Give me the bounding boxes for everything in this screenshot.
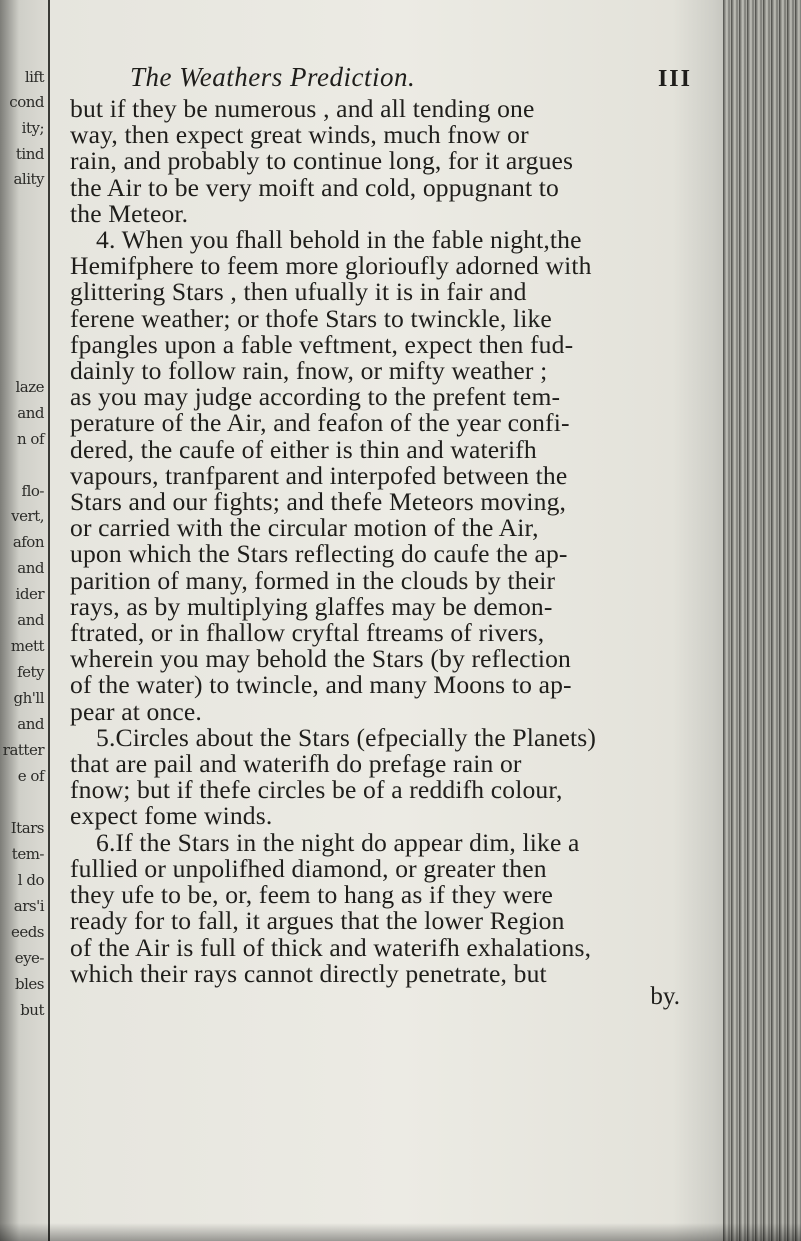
running-head [70,62,710,96]
margin-fragment: and [17,559,44,577]
margin-fragment: gh'll [13,689,44,707]
paragraph-start-line: 4. When you fhall behold in the fable night,the [96,225,582,255]
text-line: fnow; but if thefe circles be of a reddifh colour, [70,775,563,805]
text-line: of the Air is full of thick and waterifh exhalations, [70,932,592,962]
text-line: but if they be numerous , and all tending one [70,94,535,123]
text-line: dered, the caufe of either is thin and waterifh [70,434,537,464]
margin-fragment: vert, [11,507,44,525]
margin-fragment: laze [15,378,44,396]
margin-fragment: ity; [21,119,44,137]
text-line: they ufe to be, or, feem to hang as if they were [70,880,554,910]
margin-fragment: tem- [11,845,44,863]
text-line: fullied or unpolifhed diamond, or greater then [70,853,547,883]
text-line: rain, and probably to continue long, for it argues [70,146,574,176]
margin-fragment: but [20,1001,44,1019]
margin-fragment: cond [9,93,44,111]
margin-fragment: and [17,404,44,422]
margin-fragment: eye- [14,949,44,967]
page-title: The Weathers Prediction. [130,62,416,92]
margin-fragment: ratter [2,741,44,759]
margin-fragment: fety [17,663,44,681]
margin-fragment: tind [15,145,44,163]
margin-fragment: afon [12,533,44,551]
text-line: glittering Stars , then ufually it is in fair and [70,277,527,307]
text-line: Hemifphere to feem more glorioufly adorned with [70,251,592,281]
text-line: which their rays cannot directly penetrate, but [70,958,547,988]
text-line: way, then expect great winds, much fnow or [70,120,529,150]
page-number: III [657,66,692,92]
text-line: ferene weather; or thofe Stars to twinckle, like [70,303,552,333]
margin-fragment: ality [13,170,44,188]
text-line: rays, as by multiplying glaffes may be demon- [70,591,553,621]
text-line: expect fome winds. [70,801,273,831]
margin-fragment: lift [24,68,44,86]
margin-fragment: ider [15,585,44,603]
text-line: dainly to follow rain, fnow, or mifty weather ; [70,356,548,386]
text-line: ready for to fall, it argues that the lower Region [70,906,565,936]
margin-fragment: l do [17,871,44,889]
text-line: Stars and our fights; and thefe Meteors moving, [70,487,567,517]
text-line: ftrated, or in fhallow cryftal ftreams of rivers, [70,618,545,648]
book-page [70,62,710,1011]
text-line: as you may judge according to the prefent tem- [70,382,561,412]
text-line: that are pail and waterifh do prefage rain or [70,749,522,779]
paragraph-start-line: 6.If the Stars in the night do appear dim, like a [96,827,580,857]
bottom-shadow [0,1223,801,1241]
text-line: fpangles upon a fable veftment, expect then fud- [70,329,574,359]
text-line: vapours, tranfparent and interpofed between the [70,460,568,490]
text-line: of the water) to twincle, and many Moons to ap- [70,670,572,700]
text-line: perature of the Air, and feafon of the year confi- [70,408,570,438]
margin-fragment: eeds [10,923,44,941]
text-line: wherein you may behold the Stars (by reflection [70,644,572,674]
text-line: upon which the Stars reflecting do caufe the ap- [70,539,568,569]
adjacent-page-margin [0,0,50,1241]
margin-fragment: e of [17,767,44,785]
text-line: or carried with the circular motion of the Air, [70,513,539,543]
text-line: the Air to be very moift and cold, oppugnant to [70,172,559,202]
margin-fragment: ars'i [13,897,44,915]
margin-fragment: and [17,715,44,733]
margin-fragment: and [17,611,44,629]
text-line: the Meteor. [70,198,189,228]
margin-fragment: bles [15,975,44,993]
margin-fragment: flo- [21,482,44,500]
margin-fragment: n of [16,430,44,448]
body-text [70,96,710,1011]
margin-fragment: Itars [10,819,44,837]
text-line: pear at once. [70,696,202,726]
margin-fragment: mett [10,637,44,655]
catchword: by. [650,982,680,1010]
page-edge [723,0,801,1241]
text-line: parition of many, formed in the clouds by their [70,565,556,595]
paragraph-start-line: 5.Circles about the Stars (efpecially the Planets) [96,722,597,752]
